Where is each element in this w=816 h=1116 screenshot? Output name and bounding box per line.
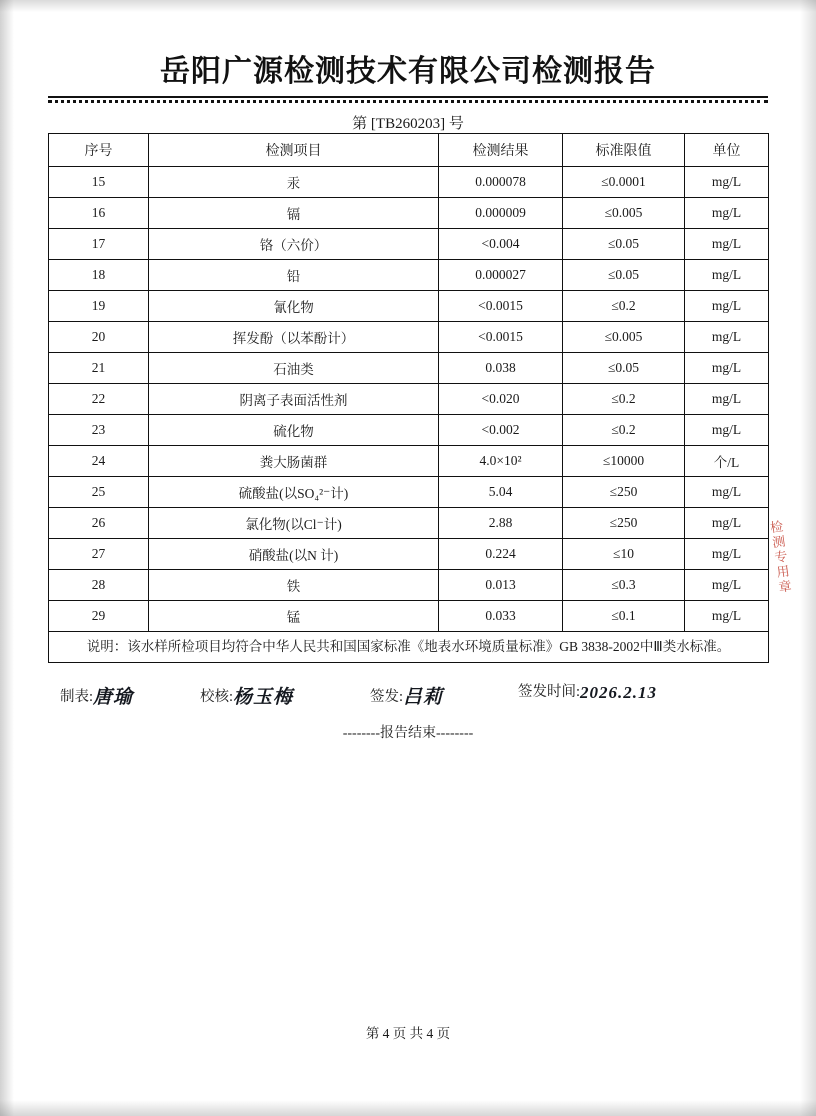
- cell-no: 17: [49, 229, 149, 260]
- table-row: [49, 539, 769, 570]
- issuer-signature: [370, 680, 443, 707]
- table-row: [49, 229, 769, 260]
- maker-signature: [60, 680, 133, 707]
- cell-no: 27: [49, 539, 149, 570]
- cell-limit: ≤10000: [563, 446, 685, 477]
- cell-item: 硫酸盐(以SO₄²⁻计): [149, 477, 439, 508]
- cell-result: 0.013: [439, 570, 563, 601]
- cell-item: 粪大肠菌群: [149, 446, 439, 477]
- cell-result: 5.04: [439, 477, 563, 508]
- column-header-limit: 标准限值: [563, 134, 685, 167]
- maker-label: 制表:: [60, 689, 94, 705]
- cell-result: <0.0015: [439, 322, 563, 353]
- checker-label: 校核:: [200, 689, 234, 705]
- cell-item: 镉: [149, 198, 439, 229]
- seal-char-1: 检: [769, 518, 786, 536]
- page-title: 岳阳广源检测技术有限公司检测报告: [160, 55, 656, 88]
- cell-unit: mg/L: [685, 477, 769, 508]
- cell-unit: mg/L: [685, 508, 769, 539]
- cell-item: 汞: [149, 167, 439, 198]
- cell-limit: ≤0.05: [563, 260, 685, 291]
- cell-limit: ≤0.005: [563, 198, 685, 229]
- report-number: 第 [TB260203] 号: [352, 116, 464, 132]
- table-row: [49, 477, 769, 508]
- table-row: [49, 167, 769, 198]
- checker-value: 杨玉梅: [233, 687, 294, 708]
- table-row: [49, 570, 769, 601]
- seal-char-2: 测: [771, 533, 788, 551]
- cell-limit: ≤0.05: [563, 353, 685, 384]
- cell-unit: mg/L: [685, 384, 769, 415]
- scan-edge-shadow-bottom: [0, 1100, 816, 1116]
- cell-item: 锰: [149, 601, 439, 632]
- table-row: [49, 198, 769, 229]
- issue-date-value: 2026.2.13: [580, 683, 658, 702]
- cell-limit: ≤0.2: [563, 415, 685, 446]
- cell-limit: ≤10: [563, 539, 685, 570]
- column-header-unit: 单位: [685, 134, 769, 167]
- seal-char-3: 专: [773, 548, 790, 565]
- column-header-no: 序号: [49, 134, 149, 167]
- results-table: [48, 133, 769, 663]
- report-end-mark: --------报告结束--------: [342, 726, 474, 741]
- cell-limit: ≤0.1: [563, 601, 685, 632]
- cell-result: 0.033: [439, 601, 563, 632]
- cell-item: 阴离子表面活性剂: [149, 384, 439, 415]
- cell-limit: ≤0.2: [563, 384, 685, 415]
- cell-unit: mg/L: [685, 601, 769, 632]
- cell-unit: mg/L: [685, 539, 769, 570]
- cell-item: 石油类: [149, 353, 439, 384]
- column-header-item: 检测项目: [149, 134, 439, 167]
- issue-date-label: 签发时间:: [518, 684, 581, 700]
- seal-char-5: 章: [777, 577, 794, 595]
- cell-result: 0.038: [439, 353, 563, 384]
- cell-no: 28: [49, 570, 149, 601]
- cell-unit: mg/L: [685, 322, 769, 353]
- issue-date: [518, 680, 657, 701]
- cell-unit: mg/L: [685, 260, 769, 291]
- table-row: [49, 601, 769, 632]
- table-row: [49, 322, 769, 353]
- scan-edge-shadow-top: [0, 0, 816, 12]
- cell-limit: ≤0.3: [563, 570, 685, 601]
- cell-limit: ≤0.005: [563, 322, 685, 353]
- cell-no: 23: [49, 415, 149, 446]
- column-header-result: 检测结果: [439, 134, 563, 167]
- page-footer: 第 4 页 共 4 页: [365, 1026, 451, 1041]
- cell-item: 挥发酚（以苯酚计）: [149, 322, 439, 353]
- issuer-value: 吕莉: [403, 687, 444, 708]
- cell-result: <0.0015: [439, 291, 563, 322]
- cell-result: 4.0×10²: [439, 446, 563, 477]
- cell-unit: mg/L: [685, 415, 769, 446]
- table-row: [49, 384, 769, 415]
- table-header-row: [49, 134, 769, 167]
- cell-result: 2.88: [439, 508, 563, 539]
- cell-limit: ≤0.2: [563, 291, 685, 322]
- scan-edge-shadow-left: [0, 0, 14, 1116]
- cell-no: 24: [49, 446, 149, 477]
- maker-value: 唐瑜: [93, 687, 134, 708]
- cell-item: 硫化物: [149, 415, 439, 446]
- cell-item: 铅: [149, 260, 439, 291]
- cell-result: 0.000078: [439, 167, 563, 198]
- issuer-label: 签发:: [370, 689, 404, 705]
- cell-no: 21: [49, 353, 149, 384]
- table-row: [49, 508, 769, 539]
- cell-no: 29: [49, 601, 149, 632]
- cell-item: 氰化物: [149, 291, 439, 322]
- table-row: [49, 353, 769, 384]
- table-row: [49, 291, 769, 322]
- cell-limit: ≤0.0001: [563, 167, 685, 198]
- cell-result: 0.224: [439, 539, 563, 570]
- cell-unit: mg/L: [685, 198, 769, 229]
- cell-result: 0.000009: [439, 198, 563, 229]
- seal-char-4: 用: [775, 562, 792, 580]
- cell-no: 20: [49, 322, 149, 353]
- cell-result: 0.000027: [439, 260, 563, 291]
- cell-item: 铁: [149, 570, 439, 601]
- signature-block: [48, 678, 768, 718]
- cell-unit: mg/L: [685, 291, 769, 322]
- cell-result: <0.002: [439, 415, 563, 446]
- cell-unit: mg/L: [685, 229, 769, 260]
- cell-no: 25: [49, 477, 149, 508]
- table-note-row: [49, 632, 769, 663]
- title-divider: [48, 96, 768, 103]
- scan-edge-shadow-right: [800, 0, 816, 1116]
- table-row: [49, 446, 769, 477]
- table-row: [49, 415, 769, 446]
- cell-no: 16: [49, 198, 149, 229]
- cell-no: 26: [49, 508, 149, 539]
- cell-limit: ≤250: [563, 477, 685, 508]
- table-note: 说明：该水样所检项目均符合中华人民共和国国家标准《地表水环境质量标准》GB 3838-2002中Ⅲ类水标准。: [49, 632, 769, 663]
- cell-item: 氯化物(以Cl⁻计): [149, 508, 439, 539]
- checker-signature: [200, 680, 293, 707]
- cell-limit: ≤0.05: [563, 229, 685, 260]
- cell-item: 铬（六价）: [149, 229, 439, 260]
- cell-unit: mg/L: [685, 353, 769, 384]
- cell-item: 硝酸盐(以N 计): [149, 539, 439, 570]
- cell-no: 22: [49, 384, 149, 415]
- cell-limit: ≤250: [563, 508, 685, 539]
- cell-unit: 个/L: [685, 446, 769, 477]
- table-row: [49, 260, 769, 291]
- cell-no: 19: [49, 291, 149, 322]
- cell-unit: mg/L: [685, 570, 769, 601]
- cell-result: <0.020: [439, 384, 563, 415]
- cell-result: <0.004: [439, 229, 563, 260]
- cell-no: 18: [49, 260, 149, 291]
- cell-unit: mg/L: [685, 167, 769, 198]
- cell-no: 15: [49, 167, 149, 198]
